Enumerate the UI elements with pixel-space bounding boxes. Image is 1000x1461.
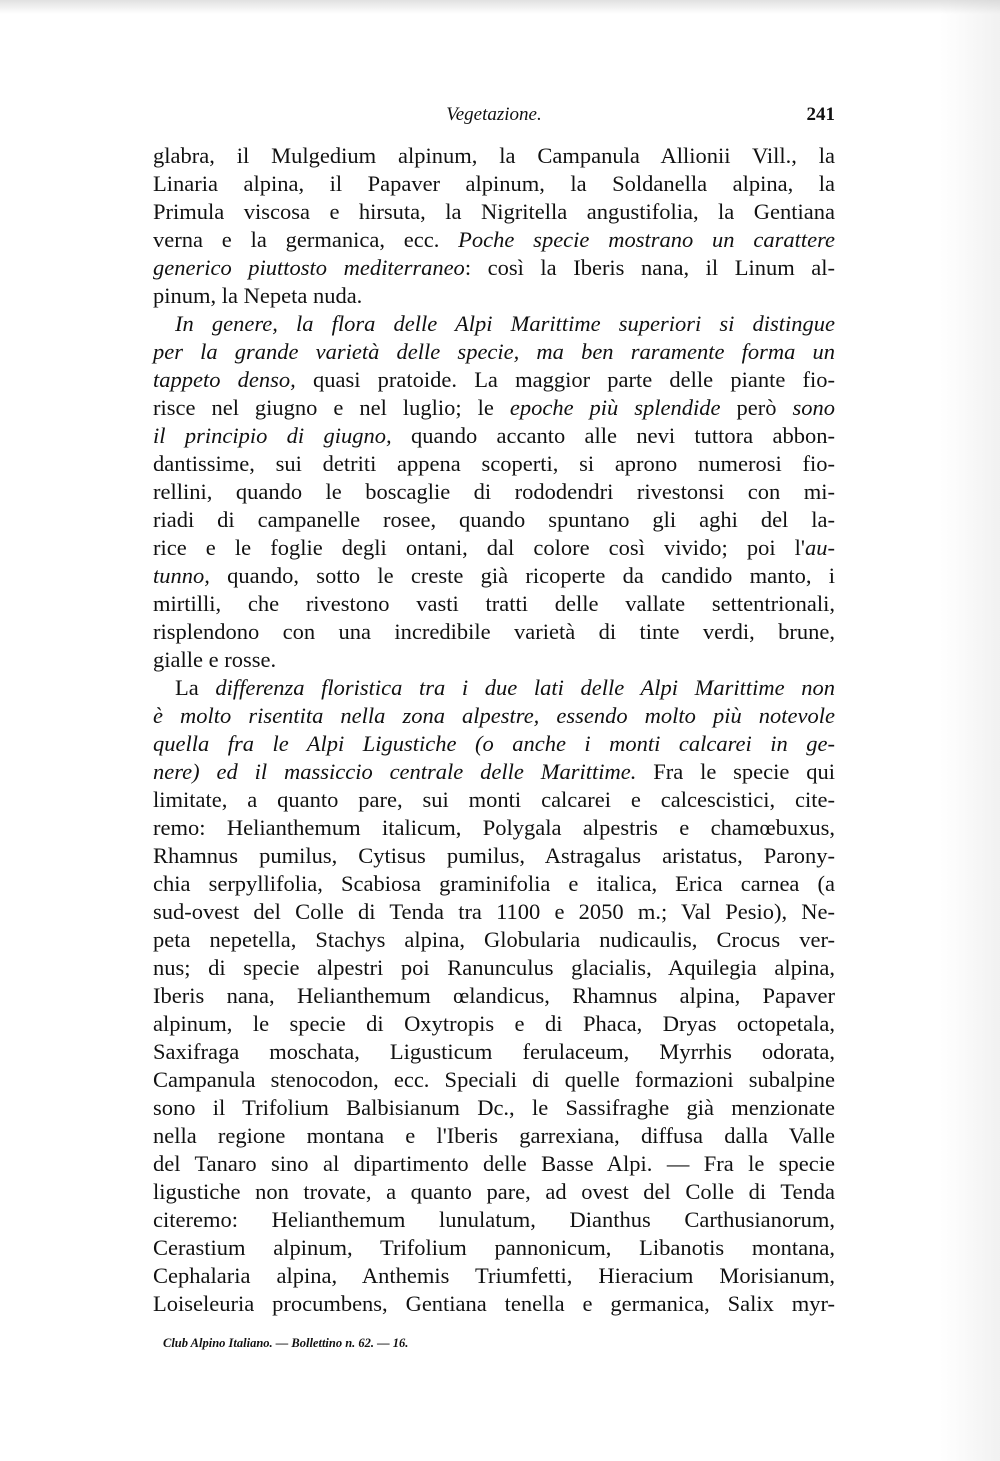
text-run: La [175,675,216,700]
text-line [153,450,835,478]
italic-text: per la grande varietà delle specie, ma ben raramente forma un [153,339,835,364]
text-line [153,1038,835,1066]
text-run: risce nel giugno e nel luglio; le [153,395,510,420]
text-line [153,338,835,366]
text-line [153,366,835,394]
italic-text: epoche più splendide [509,395,721,420]
text-run: nus; di specie alpestri poi Ranunculus glacialis, Aquilegia alpina, [153,955,835,980]
scan-shadow-edge [940,0,1000,1461]
text-line [153,198,835,226]
text-line [153,422,835,450]
text-line [153,870,835,898]
text-line [153,478,835,506]
text-line [153,1290,835,1318]
text-run: verna e la germanica, ecc. [153,227,459,252]
text-run: peta nepetella, Stachys alpina, Globularia nudicaulis, Crocus ver- [153,927,835,952]
italic-text: Poche specie mostrano un carattere [458,227,835,252]
text-line [153,646,835,674]
text-line [153,1262,835,1290]
text-line [153,142,835,170]
italic-text: differenza floristica tra i due lati delle Alpi Marittime non [215,675,836,700]
page-header [153,104,835,134]
text-line [153,534,835,562]
text-run: Cephalaria alpina, Anthemis Triumfetti, Hieracium Morisianum, [153,1263,835,1288]
text-line [153,702,835,730]
text-run: dantissime, sui detriti appena scoperti, si aprono numerosi fio- [153,451,835,476]
text-run: risplendono con una incredibile varietà di tinte verdi, brune, [153,619,835,644]
text-run: alpinum, le specie di Oxytropis e di Phaca, Dryas octopetala, [153,1011,835,1036]
text-line [153,1010,835,1038]
text-run: però [720,395,793,420]
text-run: Loiseleuria procumbens, Gentiana tenella e germanica, Salix myr- [153,1291,835,1316]
text-line [153,590,835,618]
text-run: mirtilli, che rivestono vasti tratti delle vallate settentrionali, [153,591,835,616]
text-line [153,786,835,814]
text-line [153,254,835,282]
text-line [153,898,835,926]
text-line [153,1122,835,1150]
text-run: Primula viscosa e hirsuta, la Nigritella angustifolia, la Gentiana [153,199,835,224]
text-run: ligustiche non trovate, a quanto pare, ad ovest del Colle di Tenda [153,1179,835,1204]
text-line [153,954,835,982]
running-title: Vegetazione. [446,104,542,125]
text-run: glabra, il Mulgedium alpinum, la Campanula Allionii Vill., la [153,143,835,168]
text-line [153,562,835,590]
text-run: remo: Helianthemum italicum, Polygala alpestris e chamœbuxus, [153,815,835,840]
italic-text: nere) ed il massiccio centrale delle Marittime. [153,759,637,784]
text-line [153,674,835,702]
text-run: quasi pratoide. La maggior parte delle piante fio- [295,367,835,392]
text-line [153,1094,835,1122]
text-line [153,310,835,338]
text-line [153,170,835,198]
footer-signature: Club Alpino Italiano. — Bollettino n. 62. — 16. [163,1336,409,1350]
text-line [153,282,835,310]
italic-text: è molto risentita nella zona alpestre, essendo molto più notevole [153,703,835,728]
text-run: Linaria alpina, il Papaver alpinum, la Soldanella alpina, la [153,171,835,196]
text-run: quando, sotto le creste già ricoperte da candido manto, i [209,563,835,588]
text-run: : così la Iberis nana, il Linum al- [464,255,835,280]
text-run: Fra le specie qui [636,759,836,784]
text-line [153,618,835,646]
text-line [153,842,835,870]
italic-text: au- [805,535,835,560]
italic-text: generico piuttosto mediterraneo [153,255,465,280]
text-line [153,394,835,422]
text-run: chia serpyllifolia, Scabiosa graminifolia e italica, Erica carnea (a [153,871,835,896]
text-run: Saxifraga moschata, Ligusticum ferulaceum, Myrrhis odorata, [153,1039,835,1064]
text-line [153,1066,835,1094]
text-run: pinum, la Nepeta nuda. [153,283,363,308]
text-line [153,814,835,842]
text-run: gialle e rosse. [153,647,277,672]
scan-shadow-top [0,0,1000,14]
text-line [153,1178,835,1206]
text-line [153,758,835,786]
text-line [153,1150,835,1178]
body-text [153,142,835,1318]
text-run: rellini, quando le boscaglie di rododendri rivestonsi con mi- [153,479,835,504]
text-line [153,226,835,254]
italic-text: il principio di giugno, [153,423,392,448]
text-run: nella regione montana e l'Iberis garrexiana, diffusa dalla Valle [153,1123,835,1148]
text-run: Iberis nana, Helianthemum œlandicus, Rhamnus alpina, Papaver [153,983,835,1008]
text-run: quando accanto alle nevi tuttora abbon- [391,423,835,448]
italic-text: quella fra le Alpi Ligustiche (o anche i monti calcarei in ge- [153,731,835,756]
text-line [153,1206,835,1234]
text-run: Cerastium alpinum, Trifolium pannonicum, Libanotis montana, [153,1235,835,1260]
text-run: Campanula stenocodon, ecc. Speciali di quelle formazioni subalpine [153,1067,835,1092]
italic-text: In genere, la flora delle Alpi Marittime superiori si distingue [175,311,835,336]
text-run: del Tanaro sino al dipartimento delle Basse Alpi. — Fra le specie [153,1151,835,1176]
italic-text: sono [792,395,835,420]
text-line [153,506,835,534]
text-line [153,926,835,954]
text-run: riadi di campanelle rosee, quando spuntano gli aghi del la- [153,507,835,532]
text-run: limitate, a quanto pare, sui monti calcarei e calcescistici, cite- [153,787,835,812]
text-line [153,730,835,758]
page-number: 241 [806,104,835,125]
text-run: sono il Trifolium Balbisianum Dc., le Sassifraghe già menzionate [153,1095,835,1120]
italic-text: tappeto denso, [153,367,296,392]
text-run: sud-ovest del Colle di Tenda tra 1100 e 2050 m.; Val Pesio), Ne- [153,899,835,924]
text-line [153,982,835,1010]
text-run: rice e le foglie degli ontani, dal colore così vivido; poi l' [153,535,805,560]
text-run: Rhamnus pumilus, Cytisus pumilus, Astragalus aristatus, Parony- [153,843,835,868]
italic-text: tunno, [153,563,210,588]
text-run: citeremo: Helianthemum lunulatum, Dianthus Carthusianorum, [153,1207,835,1232]
text-line [153,1234,835,1262]
